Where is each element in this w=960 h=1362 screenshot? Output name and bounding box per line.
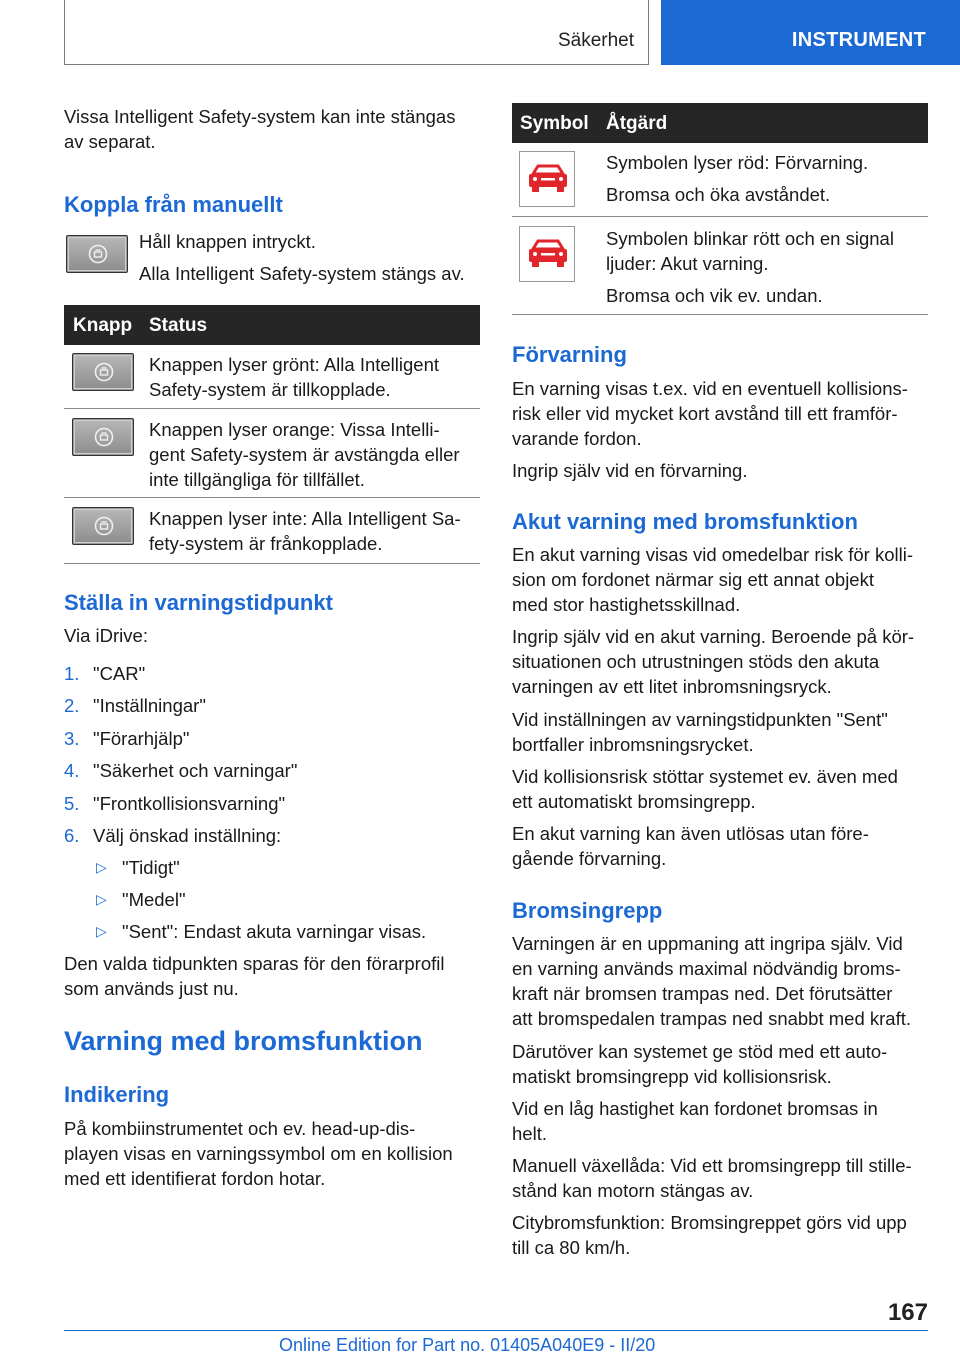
warning-time-heading: Ställa in varningstidpunkt bbox=[64, 590, 333, 615]
brake-paragraph: Vid en låg hastighet kan fordonet bromsas in helt. bbox=[512, 1098, 878, 1144]
brake-paragraph: Därutöver kan systemet ge stöd med ett auto- matiskt bromsingrepp vid kollisionsrisk. bbox=[512, 1041, 888, 1087]
button-green-icon bbox=[72, 353, 134, 391]
header-chapter-box bbox=[661, 0, 960, 65]
acute-paragraph: Ingrip själv vid en akut varning. Beroende på kör- situationen och utrustningen stöds den akuta varningen av ett litet inbromsningsryck. bbox=[512, 626, 915, 697]
table-header-action: Åtgärd bbox=[606, 113, 668, 134]
brake-intervention-heading: Bromsingrepp bbox=[512, 898, 663, 923]
red-car-warning-icon bbox=[519, 151, 575, 207]
pre-warning-action: Ingrip själv vid en förvarning. bbox=[512, 460, 748, 481]
manual-off-text: Håll knappen intryckt. Alla Intelligent Safety-system stängs av. bbox=[139, 231, 465, 284]
acute-paragraph: En akut varning visas vid omedelbar risk för kolli- sion om fordonet närmar sig ett annat objekt med stor hastighetsskillnad. bbox=[512, 544, 913, 615]
manual-off-heading: Koppla från manuellt bbox=[64, 192, 283, 217]
table-row-divider bbox=[64, 497, 480, 498]
triangle-bullet-icon: ▷ bbox=[96, 923, 107, 939]
list-item: 5. "Frontkollisionsvarning" bbox=[64, 792, 286, 814]
intro-paragraph: Vissa Intelligent Safety-system kan inte stängas av separat. bbox=[64, 106, 456, 152]
sub-list-item: ▷ "Sent": Endast akuta varningar visas. bbox=[96, 921, 427, 942]
list-item: 1. "CAR" bbox=[64, 663, 146, 684]
table-header-symbol: Symbol bbox=[520, 113, 589, 134]
acute-paragraph: Vid inställningen av varningstidpunkten "Sent" bortfaller inbromsningsrycket. bbox=[512, 709, 888, 755]
red-car-warning-icon bbox=[519, 226, 575, 282]
table-row-action: Symbolen lyser röd: Förvarning. Bromsa och öka avståndet. bbox=[606, 152, 869, 205]
sub-list-item: ▷ "Tidigt" bbox=[96, 857, 180, 878]
triangle-bullet-icon: ▷ bbox=[96, 859, 107, 875]
via-idrive-text: Via iDrive: bbox=[64, 625, 148, 646]
brake-paragraph: Manuell växellåda: Vid ett bromsingrepp till stille- stånd kan motorn stängas av. bbox=[512, 1155, 912, 1201]
table-row-status: Knappen lyser inte: Alla Intelligent Sa- fety-system är frånkopplade. bbox=[149, 508, 461, 554]
list-item: 3. "Förarhjälp" bbox=[64, 727, 190, 749]
symbol-action-table-header bbox=[512, 103, 928, 143]
acute-paragraph: En akut varning kan även utlösas utan före- gående förvarning. bbox=[512, 823, 869, 869]
indication-paragraph: På kombiinstrumentet och ev. head-up-dis- playen visas en varningssymbol om en kollision med ett identifierat fordon hotar. bbox=[64, 1118, 453, 1189]
button-orange-icon bbox=[72, 418, 134, 456]
indication-heading: Indikering bbox=[64, 1082, 170, 1107]
table-row-divider bbox=[64, 408, 480, 409]
button-status-table-header bbox=[64, 305, 480, 345]
list-item: 6. Välj önskad inställning: bbox=[64, 824, 282, 846]
brake-paragraph: Citybromsfunktion: Bromsingreppet görs vid upp till ca 80 km/h. bbox=[512, 1212, 907, 1258]
list-item: 4. "Säkerhet och varningar" bbox=[64, 760, 298, 782]
table-row-divider bbox=[512, 314, 928, 315]
page-number: 167 bbox=[887, 1299, 928, 1326]
button-off-icon bbox=[72, 507, 134, 545]
brake-warning-heading: Varning med bromsfunktion bbox=[64, 1026, 423, 1056]
table-row-status: Knappen lyser grönt: Alla Intelligent Safety-system är tillkopplade. bbox=[149, 354, 440, 400]
acute-paragraph: Vid kollisionsrisk stöttar systemet ev. även med ett automatiskt bromsingrepp. bbox=[512, 766, 898, 812]
pre-warning-heading: Förvarning bbox=[512, 342, 627, 367]
header-section-label: Säkerhet bbox=[557, 30, 634, 51]
list-item: 2. "Inställningar" bbox=[64, 695, 206, 717]
idrive-steps-list bbox=[64, 661, 480, 855]
table-header-status: Status bbox=[149, 315, 208, 336]
footer-divider bbox=[64, 1330, 928, 1331]
sub-list-item: ▷ "Medel" bbox=[96, 889, 186, 910]
safety-button-icon bbox=[66, 235, 128, 273]
brake-paragraph: Varningen är en uppmaning att ingripa själv. Vid en varning används maximal nödvändig broms- kraft när bromsen trampas ned. Det förutsätter att bromspedalen trampas ned snabbt med kraft. bbox=[512, 933, 911, 1029]
acute-warning-heading: Akut varning med bromsfunktion bbox=[512, 509, 858, 534]
table-row-divider bbox=[64, 563, 480, 564]
pre-warning-paragraph: En varning visas t.ex. vid en eventuell kollisions- risk eller vid mycket kort avstånd till ett framför- varande fordon. bbox=[512, 378, 908, 449]
triangle-bullet-icon: ▷ bbox=[96, 891, 107, 907]
table-row-status: Knappen lyser orange: Vissa Intelli- gent Safety-system är avstängda eller inte tillgängliga för tillfället. bbox=[149, 419, 460, 490]
table-row-divider bbox=[512, 216, 928, 217]
saved-profile-paragraph: Den valda tidpunkten sparas för den förarprofil som används just nu. bbox=[64, 953, 445, 999]
header-section-box bbox=[64, 0, 649, 65]
table-row-action: Symbolen blinkar rött och en signal ljuder: Akut varning. Bromsa och vik ev. undan. bbox=[606, 228, 894, 306]
footer-edition: Online Edition for Part no. 01405A040E9 - II/20 bbox=[279, 1335, 656, 1355]
table-header-button: Knapp bbox=[73, 315, 133, 336]
header-chapter-label: INSTRUMENT bbox=[791, 29, 926, 51]
